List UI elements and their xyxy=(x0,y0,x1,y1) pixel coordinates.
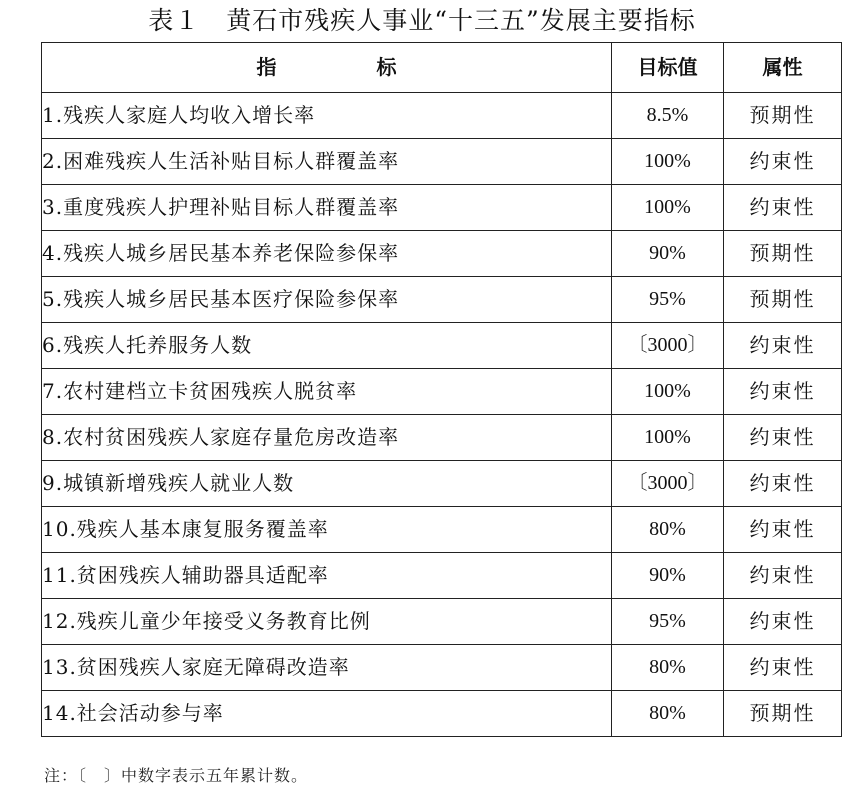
indicator-name-cell: 3.重度残疾人护理补贴目标人群覆盖率 xyxy=(42,185,612,231)
target-value-cell: 100% xyxy=(612,139,724,185)
table-header-row xyxy=(42,43,842,93)
target-value-cell: 100% xyxy=(612,369,724,415)
indicator-name-cell: 13.贫困残疾人家庭无障碍改造率 xyxy=(42,645,612,691)
indicator-name-cell: 4.残疾人城乡居民基本养老保险参保率 xyxy=(42,231,612,277)
header-target-value: 目标值 xyxy=(612,43,724,93)
indicator-name-cell: 9.城镇新增残疾人就业人数 xyxy=(42,461,612,507)
target-value-cell: 〔3000〕 xyxy=(612,323,724,369)
target-value-cell: 〔3000〕 xyxy=(612,461,724,507)
table-row xyxy=(42,553,842,599)
target-value-cell: 100% xyxy=(612,185,724,231)
table-row xyxy=(42,461,842,507)
target-value-cell: 90% xyxy=(612,231,724,277)
table-row xyxy=(42,507,842,553)
indicator-name-cell: 14.社会活动参与率 xyxy=(42,691,612,737)
table-row xyxy=(42,369,842,415)
target-value-cell: 95% xyxy=(612,599,724,645)
attribute-cell: 约束性 xyxy=(724,139,842,185)
attribute-cell: 约束性 xyxy=(724,461,842,507)
target-value-cell: 80% xyxy=(612,507,724,553)
indicator-name-cell: 1.残疾人家庭人均收入增长率 xyxy=(42,93,612,139)
attribute-cell: 约束性 xyxy=(724,185,842,231)
attribute-cell: 预期性 xyxy=(724,93,842,139)
indicator-name-cell: 11.贫困残疾人辅助器具适配率 xyxy=(42,553,612,599)
table-note: 注：〔 〕中数字表示五年累计数。 xyxy=(44,766,309,785)
indicator-name-cell: 8.农村贫困残疾人家庭存量危房改造率 xyxy=(42,415,612,461)
table-row xyxy=(42,277,842,323)
table-row xyxy=(42,415,842,461)
table-title: 表１ 黄石市残疾人事业“十三五”发展主要指标 xyxy=(148,6,696,35)
table-row xyxy=(42,323,842,369)
header-attribute: 属性 xyxy=(724,43,842,93)
attribute-cell: 约束性 xyxy=(724,553,842,599)
attribute-cell: 预期性 xyxy=(724,691,842,737)
indicator-name-cell: 7.农村建档立卡贫困残疾人脱贫率 xyxy=(42,369,612,415)
attribute-cell: 预期性 xyxy=(724,277,842,323)
table-row xyxy=(42,691,842,737)
table-row xyxy=(42,599,842,645)
attribute-cell: 约束性 xyxy=(724,507,842,553)
header-indicator-part2: 标 xyxy=(376,55,397,79)
target-value-cell: 80% xyxy=(612,645,724,691)
header-indicator xyxy=(42,43,612,93)
indicator-name-cell: 10.残疾人基本康复服务覆盖率 xyxy=(42,507,612,553)
target-value-cell: 95% xyxy=(612,277,724,323)
attribute-cell: 约束性 xyxy=(724,323,842,369)
table-row xyxy=(42,645,842,691)
table-row xyxy=(42,185,842,231)
indicator-name-cell: 5.残疾人城乡居民基本医疗保险参保率 xyxy=(42,277,612,323)
attribute-cell: 约束性 xyxy=(724,599,842,645)
indicators-table xyxy=(41,42,842,737)
target-value-cell: 80% xyxy=(612,691,724,737)
target-value-cell: 8.5% xyxy=(612,93,724,139)
header-indicator-part1: 指 xyxy=(256,55,277,79)
table-row xyxy=(42,139,842,185)
indicator-name-cell: 6.残疾人托养服务人数 xyxy=(42,323,612,369)
table-row xyxy=(42,93,842,139)
indicator-name-cell: 12.残疾儿童少年接受义务教育比例 xyxy=(42,599,612,645)
indicator-name-cell: 2.困难残疾人生活补贴目标人群覆盖率 xyxy=(42,139,612,185)
attribute-cell: 约束性 xyxy=(724,369,842,415)
table-row xyxy=(42,231,842,277)
target-value-cell: 100% xyxy=(612,415,724,461)
target-value-cell: 90% xyxy=(612,553,724,599)
attribute-cell: 约束性 xyxy=(724,645,842,691)
attribute-cell: 预期性 xyxy=(724,231,842,277)
attribute-cell: 约束性 xyxy=(724,415,842,461)
